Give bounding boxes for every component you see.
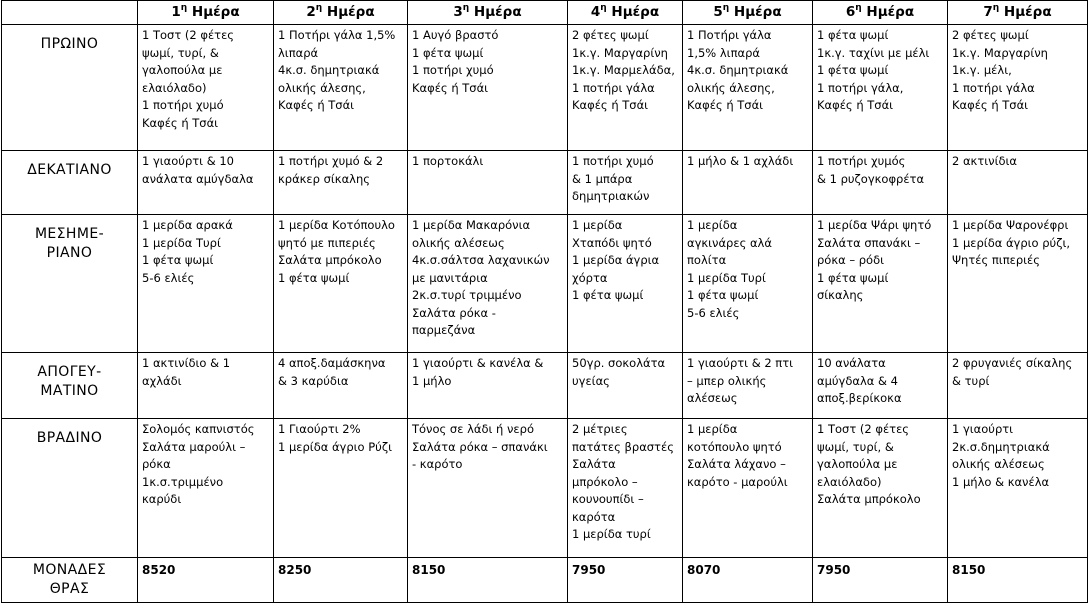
day-word: Ημέρα (191, 4, 240, 21)
day-header (138, 1, 274, 25)
meal-label-line: ΑΠΟΓΕΥ- (37, 364, 102, 380)
meal-cell-line: 1κ.γ. ταχίνι με μέλι (817, 45, 930, 60)
meal-cell (683, 25, 813, 151)
meal-cell-line: ρόκα – ρόδι (817, 253, 885, 267)
meal-cell (683, 419, 813, 558)
meal-cell (274, 353, 408, 419)
meal-cell-line: αμύγδαλα & 4 (817, 373, 898, 388)
meal-cell-line: 1 Γιαούρτι 2% (278, 422, 361, 436)
meal-label (2, 353, 138, 419)
meal-cell-line: 1 μερίδα άγρια (572, 253, 660, 267)
meal-cell-line: Τόνος σε λάδι ή νερό (412, 422, 534, 436)
day-sup: η (315, 3, 323, 14)
meal-label-line: ΡΙΑΝΟ (46, 245, 93, 261)
meal-cell-line: 1 Τοστ (2 φέτες (142, 28, 235, 42)
meal-cell-line: 4κ.σ. δημητριακά (687, 63, 789, 77)
meal-cell-line: 1 μερίδα Κοτόπουλο (278, 218, 395, 232)
meal-cell (948, 353, 1088, 419)
meal-cell-line: καρότο - μαρούλι (687, 474, 788, 489)
meal-cell-line: 10 ανάλατα (817, 356, 886, 370)
meal-cell-line: 1 ποτήρι χυμό (142, 98, 224, 112)
meal-cell-line: 1 μερίδα αρακά (142, 218, 233, 232)
meal-cell-line: 5-6 ελιές (687, 305, 740, 320)
meal-cell-line: 2 μέτριες (572, 422, 628, 436)
meal-cell-line: 1 ποτήρι χυμό (572, 154, 654, 168)
meal-cell-line: 1 μερίδα Ψάρι ψητό (817, 218, 932, 232)
day-header (948, 1, 1088, 25)
meal-cell-line: δημητριακών (572, 189, 650, 203)
meal-cell (568, 215, 683, 353)
meal-cell-line: 2 φέτες ψωμί (952, 28, 1029, 42)
meal-cell (138, 353, 274, 419)
meal-cell-line: & 1 μπάρα (572, 171, 633, 186)
meal-cell-line: Καφές ή Τσάι (412, 80, 489, 95)
meal-cell (138, 215, 274, 353)
meal-cell-line: & 1 ρυζογκοφρέτα (817, 171, 925, 186)
meal-cell-line: ψητό με πιπεριές (278, 235, 376, 250)
meal-cell-line: με μανιτάρια (412, 270, 488, 285)
meal-cell (813, 353, 948, 419)
meal-cell (138, 419, 274, 558)
meal-cell-line: ολικής άλεσης, (278, 80, 366, 95)
day-header (274, 1, 408, 25)
meal-cell-line: 4 αποξ.δαμάσκηνα (278, 356, 386, 370)
meal-label (2, 215, 138, 353)
meal-cell-line: 1 γιαούρτι & κανέλα & (412, 356, 544, 370)
total-units-cell (408, 558, 568, 603)
meal-cell-line: 4κ.σ.σάλτσα λαχανικών (412, 253, 550, 267)
meal-cell-line: - καρότο (412, 457, 463, 471)
day-number: 6 (845, 4, 856, 21)
meal-cell (274, 151, 408, 215)
meal-cell-line: χόρτα (572, 270, 608, 285)
meal-cell-line: 1 μερίδα τυρί (572, 527, 651, 541)
meal-cell (683, 353, 813, 419)
meal-label (2, 151, 138, 215)
day-number: 1 (171, 4, 181, 21)
meal-row (2, 353, 1088, 419)
meal-cell (813, 151, 948, 215)
meal-cell-line: 1 ποτήρι γάλα (572, 80, 655, 95)
day-word: Ημέρα (1003, 4, 1052, 21)
meal-cell-line: κουνουπίδι – (572, 492, 644, 506)
meal-cell-line: 1κ.γ. Μαρμελάδα, (572, 63, 675, 77)
meal-cell-line: 8070 (687, 563, 721, 577)
meal-cell-line: 1κ.γ. Μαργαρίνη (572, 45, 668, 60)
day-sup: η (992, 3, 1000, 14)
meal-cell (683, 215, 813, 353)
meal-cell-line: 1κ.σ.τριμμένο (142, 474, 224, 489)
meal-cell-line: 1 μερίδα Τυρί (142, 235, 221, 250)
meal-cell-line: Σαλάτα ρόκα - (412, 305, 496, 320)
meal-cell (138, 25, 274, 151)
meal-label-line: ΜΟΝΑΔΕΣ (32, 562, 107, 578)
meal-cell (813, 25, 948, 151)
meal-cell-line: 7950 (817, 563, 851, 577)
meal-cell (568, 151, 683, 215)
meal-cell-line: 1 μερίδα (687, 218, 738, 232)
total-units-cell (813, 558, 948, 603)
meal-cell-line: 50γρ. σοκολάτα (572, 356, 666, 370)
meal-cell-line: 4κ.σ. δημητριακά (278, 63, 380, 77)
meal-cell-line: ολικής αλέσεως (952, 457, 1045, 471)
meal-cell-line: 1 μήλο (412, 373, 452, 388)
meal-cell-line: Χταπόδι ψητό (572, 235, 652, 250)
meal-label (2, 25, 138, 151)
meal-label-line: ΒΡΑΔΙΝΟ (36, 430, 103, 446)
meal-cell-line: 2κ.σ.δημητριακά (952, 439, 1050, 454)
meal-cell-line: 1 μερίδα Μακαρόνια (412, 218, 531, 232)
meal-cell-line: 1 ακτινίδιο & 1 (142, 356, 231, 370)
meal-cell-line: 1 γιαούρτι (952, 422, 1014, 436)
meal-cell (568, 353, 683, 419)
meal-cell-line: 1 πορτοκάλι (412, 154, 484, 168)
meal-label-line: ΜΑΤΙΝΟ (40, 383, 99, 399)
meal-cell-line: κοτόπουλο ψητό (687, 439, 782, 454)
meal-cell (948, 215, 1088, 353)
meal-cell (813, 419, 948, 558)
day-sup: η (462, 3, 470, 14)
day-word: Ημέρα (326, 4, 375, 21)
meal-cell-line: ολικής άλεσης, (687, 80, 775, 95)
meal-label-line: ΘΡΑΣ (49, 581, 90, 597)
total-units-cell (568, 558, 683, 603)
meal-cell-line: 8520 (142, 563, 176, 577)
meal-cell-line: 8250 (278, 563, 312, 577)
day-number: 4 (590, 4, 601, 21)
meal-cell-line: 1 Αυγό βραστό (412, 28, 499, 42)
meal-cell-line: Σολομός καπνιστός (142, 422, 255, 436)
meal-row (2, 215, 1088, 353)
meal-cell (274, 25, 408, 151)
meal-cell-line: 1 φέτα ψωμί (817, 28, 889, 42)
meal-cell-line: Ψητές πιπεριές (952, 253, 1040, 267)
meal-cell (408, 353, 568, 419)
day-header (568, 1, 683, 25)
meal-cell (138, 151, 274, 215)
day-sup: η (722, 3, 730, 14)
meal-cell-line: 1 φέτα ψωμί (278, 270, 350, 285)
meal-cell-line: Καφές ή Τσάι (817, 98, 894, 112)
meal-cell-line: Σαλάτα ρόκα – σπανάκι (412, 439, 548, 454)
meal-cell-line: 1 μερίδα (687, 422, 738, 436)
meal-cell-line: Σαλάτα λάχανο – (687, 457, 786, 471)
meal-cell-line: λιπαρά (278, 45, 319, 60)
meal-cell-line: αποξ.βερίκοκα (817, 391, 902, 405)
meal-cell-line: 1 φέτα ψωμί (687, 288, 759, 302)
day-sup: η (600, 3, 607, 14)
meal-cell-line: 1 μήλο & 1 αχλάδι (687, 154, 794, 168)
meal-cell-line: 1 Ποτήρι γάλα (687, 28, 772, 42)
total-units-cell (683, 558, 813, 603)
day-word: Ημέρα (866, 4, 915, 21)
meal-cell-line: 1 ποτήρι χυμός (817, 154, 906, 168)
day-header (813, 1, 948, 25)
meal-cell-line: Καφές ή Τσάι (572, 98, 649, 112)
meal-cell-line: 1 γιαούρτι & 10 (142, 154, 234, 168)
meal-cell-line: σίκαλης (817, 288, 864, 302)
meal-cell (568, 419, 683, 558)
meal-cell (948, 419, 1088, 558)
meal-cell-line: 1 Τοστ (2 φέτες (817, 422, 910, 436)
meal-label-line: ΠΡΩΙΝΟ (40, 36, 99, 52)
meal-cell-line: καρύδι (142, 492, 182, 506)
total-units-cell (274, 558, 408, 603)
meal-cell-line: πολίτα (687, 253, 727, 267)
meal-cell-line: πατάτες βραστές (572, 439, 674, 454)
meal-cell-line: ψωμί, τυρί, & (817, 439, 894, 454)
meal-cell-line: 2 φέτες ψωμί (572, 28, 649, 42)
meal-cell (274, 419, 408, 558)
meal-label (2, 558, 138, 603)
meal-cell (813, 215, 948, 353)
meal-cell-line: Σαλάτα μαρούλι – (142, 439, 246, 454)
total-units-cell (138, 558, 274, 603)
day-number: 3 (453, 4, 463, 21)
meal-cell-line: 1 φέτα ψωμί (572, 288, 644, 302)
day-header (683, 1, 813, 25)
total-units-cell (948, 558, 1088, 603)
meal-cell-line: 8150 (412, 563, 446, 577)
meal-cell (408, 419, 568, 558)
meal-cell-line: 1κ.γ. Μαργαρίνη (952, 45, 1048, 60)
meal-cell-line: ελαιόλαδο) (142, 80, 207, 95)
meal-cell-line: 1 φέτα ψωμί (817, 63, 889, 77)
meal-cell-line: παρμεζάνα (412, 323, 476, 337)
meal-cell-line: 1 μερίδα Ψαρονέφρι (952, 218, 1069, 232)
day-word: Ημέρα (473, 4, 522, 21)
meal-cell (408, 151, 568, 215)
meal-label-line: ΔΕΚΑΤΙΑΝΟ (27, 162, 112, 178)
meal-cell-line: 1 ποτήρι χυμό (412, 63, 494, 77)
meal-cell-line: 1 γιαούρτι & 2 πτι (687, 356, 794, 370)
meal-cell-line: 7950 (572, 563, 606, 577)
meal-cell-line: ψωμί, τυρί, & (142, 45, 219, 60)
meal-cell-line: 1 Ποτήρι γάλα 1,5% (278, 28, 396, 42)
header-row (2, 1, 1088, 25)
meal-cell (948, 25, 1088, 151)
meal-cell-line: Καφές ή Τσάι (278, 98, 355, 112)
meal-cell (948, 151, 1088, 215)
day-sup: η (855, 3, 862, 14)
meal-cell-line: Καφές ή Τσάι (952, 98, 1029, 112)
meal-cell-line: 1 φέτα ψωμί (142, 253, 214, 267)
meal-cell-line: 5-6 ελιές (142, 270, 195, 285)
meal-cell-line: 2 φρυγανιές σίκαλης (952, 356, 1073, 370)
meal-cell-line: μπρόκολο – (572, 474, 638, 489)
meal-cell-line: Σαλάτα σπανάκι – (817, 235, 921, 250)
meal-cell (408, 215, 568, 353)
meal-cell-line: 1 μήλο & κανέλα (952, 474, 1050, 489)
meal-cell-line: ολικής αλέσεως (412, 235, 505, 250)
meal-cell-line: 1 ποτήρι γάλα, (817, 80, 904, 95)
meal-cell-line: υγείας (572, 373, 610, 388)
day-sup: η (180, 3, 188, 14)
meal-cell-line: 1 φέτα ψωμί (817, 270, 889, 285)
meal-cell-line: 8150 (952, 563, 986, 577)
meal-cell (408, 25, 568, 151)
meal-cell (568, 25, 683, 151)
meal-cell-line: 1 μερίδα (572, 218, 623, 232)
meal-cell-line: Καφές ή Τσάι (687, 98, 764, 112)
meal-cell-line: 2 ακτινίδια (952, 154, 1017, 168)
meal-cell-line: 1 μερίδα άγριο ρύζι, (952, 235, 1070, 250)
meal-cell-line: Σαλάτα (572, 457, 616, 471)
meal-cell-line: Καφές ή Τσάι (142, 115, 219, 130)
meal-cell-line: ανάλατα αμύγδαλα (142, 171, 254, 186)
meal-cell-line: 1κ.γ. μέλι, (952, 63, 1012, 77)
meal-cell-line: αλέσεως (687, 391, 738, 405)
meal-cell-line: 1,5% λιπαρά (687, 45, 760, 60)
meal-cell-line: 1 μερίδα άγριο Ρύζι (278, 439, 392, 454)
meal-row (2, 419, 1088, 558)
meal-cell-line: ρόκα (142, 457, 171, 471)
meal-label-line: ΜΕΣΗΜΕ- (34, 226, 105, 242)
day-number: 5 (713, 4, 723, 21)
meal-cell-line: Σαλάτα μπρόκολο (817, 492, 921, 506)
meal-cell-line: Σαλάτα μπρόκολο (278, 253, 382, 267)
meal-cell-line: αχλάδι (142, 373, 182, 388)
meal-cell-line: 1 φέτα ψωμί (412, 45, 484, 60)
meal-body (2, 25, 1088, 603)
meal-plan-table (1, 0, 1088, 603)
corner-cell (2, 1, 138, 25)
meal-cell-line: ελαιόλαδο) (817, 474, 882, 489)
meal-cell (683, 151, 813, 215)
day-number: 2 (306, 4, 316, 21)
meal-cell-line: 1 ποτήρι γάλα (952, 80, 1035, 95)
meal-cell-line: καρότα (572, 509, 616, 524)
meal-label (2, 419, 138, 558)
meal-cell-line: & τυρί (952, 373, 990, 388)
meal-row (2, 151, 1088, 215)
day-header (408, 1, 568, 25)
meal-cell-line: 1 ποτήρι χυμό & 2 (278, 154, 384, 168)
meal-cell-line: αγκινάρες αλά (687, 235, 772, 250)
meal-cell-line: γαλοπούλα με (817, 457, 898, 471)
meal-cell-line: γαλοπούλα με (142, 63, 223, 77)
meal-cell-line: 2κ.σ.τυρί τριμμένο (412, 288, 522, 302)
meal-cell-line: κράκερ σίκαλης (278, 171, 370, 186)
meal-cell-line: & 3 καρύδια (278, 373, 349, 388)
day-word: Ημέρα (733, 4, 782, 21)
meal-cell-line: 1 μερίδα Τυρί (687, 270, 766, 285)
day-number: 7 (983, 4, 993, 21)
day-word: Ημέρα (611, 4, 660, 21)
meal-row (2, 558, 1088, 603)
meal-cell (274, 215, 408, 353)
meal-cell-line: – μπερ ολικής (687, 373, 767, 388)
meal-row (2, 25, 1088, 151)
